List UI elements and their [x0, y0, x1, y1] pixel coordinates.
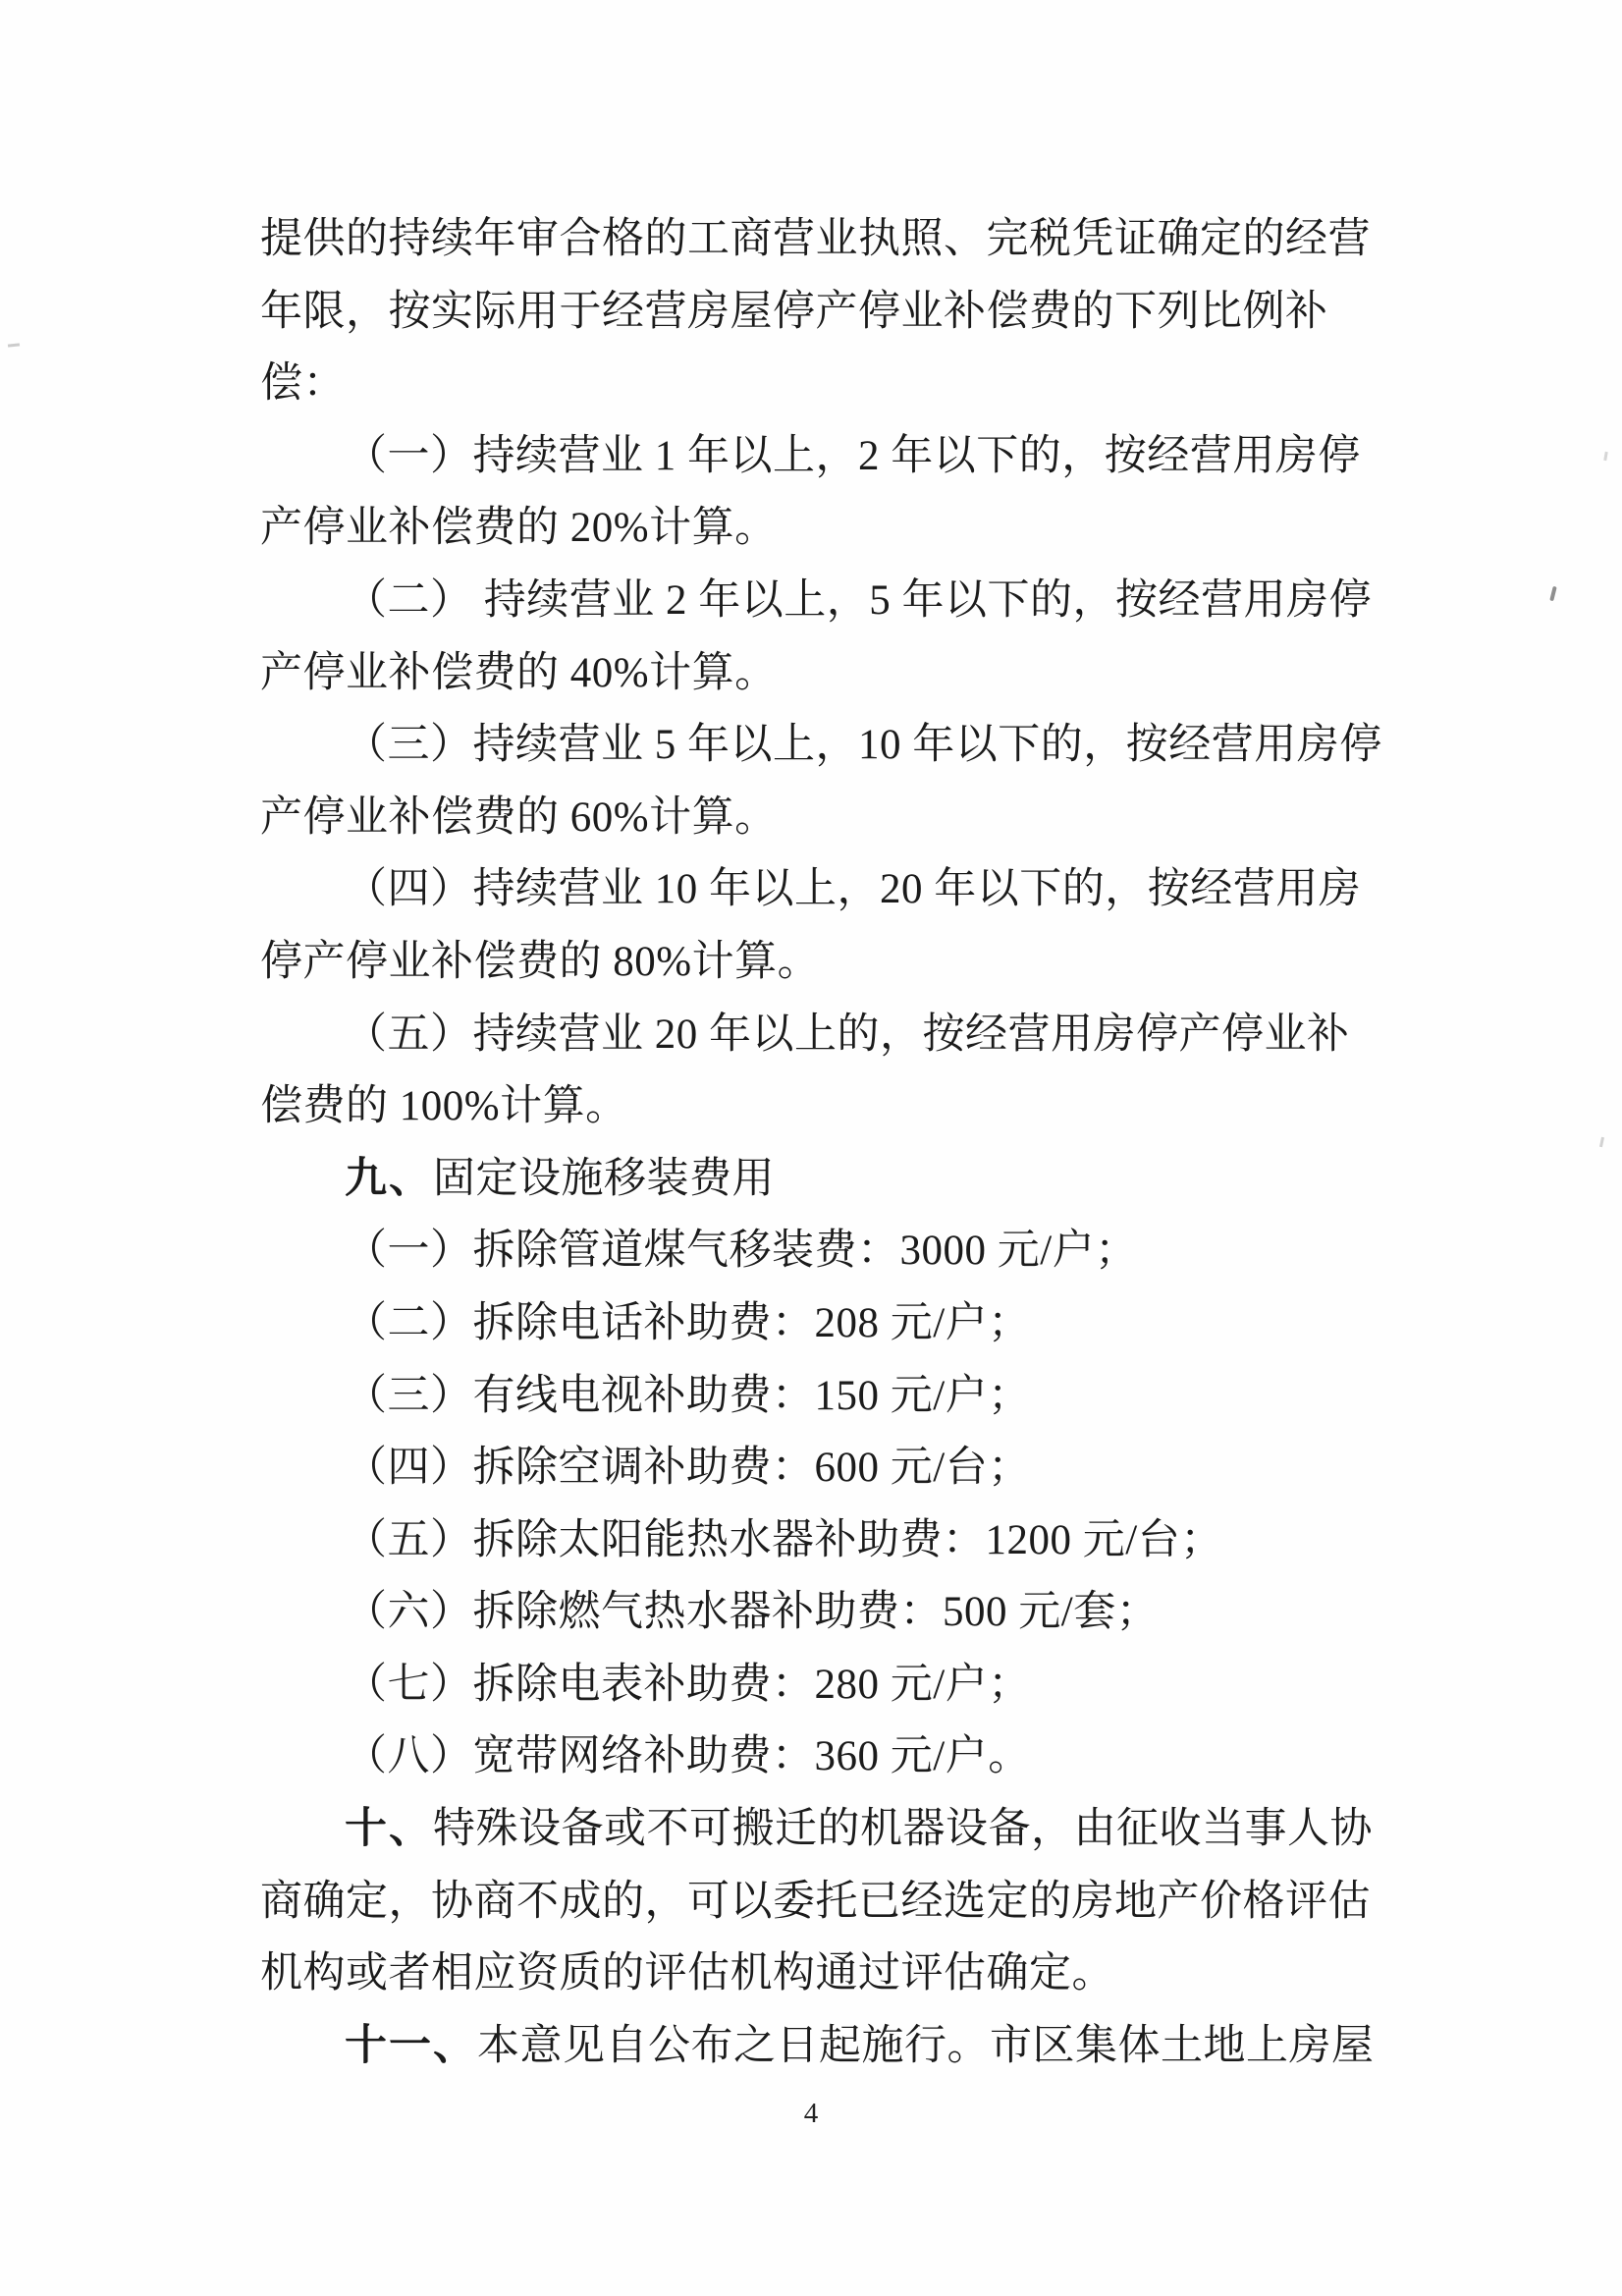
section-number: 九、 [345, 1154, 433, 1202]
text-line: （五）持续营业 20 年以上的，按经营用房停产停业补 [345, 1011, 1350, 1058]
page-number: 4 [803, 2098, 819, 2129]
text-line: （二） 持续营业 2 年以上，5 年以下的，按经营用房停 [345, 576, 1372, 624]
text-line: 产停业补偿费的 40%计算。 [260, 649, 778, 696]
text-line: 商确定，协商不成的，可以委托已经选定的房地产价格评估 [260, 1878, 1371, 1925]
text-line: （七）拆除电表补助费：280 元/户； [345, 1661, 1031, 1708]
text-line: （二）拆除电话补助费：208 元/户； [345, 1299, 1031, 1346]
text-line: （八）宽带网络补助费：360 元/户。 [345, 1733, 1031, 1780]
scan-artifact [1603, 452, 1608, 461]
text-line: 产停业补偿费的 20%计算。 [260, 505, 778, 552]
text-line: （三）有线电视补助费：150 元/户； [345, 1372, 1031, 1419]
text-line: （一）拆除管道煤气移装费：3000 元/户； [345, 1228, 1138, 1275]
text-line: （三）持续营业 5 年以上，10 年以下的，按经营用房停 [345, 722, 1382, 769]
section-number: 十一、 [345, 2021, 477, 2069]
scan-artifact [1549, 586, 1557, 602]
text-line: 机构或者相应资质的评估机构通过评估确定。 [260, 1950, 1114, 1997]
text-line: 年限，按实际用于经营房屋停产停业补偿费的下列比例补 [260, 288, 1328, 335]
text-line: （六）拆除燃气热水器补助费：500 元/套； [345, 1589, 1160, 1636]
text-line: 偿费的 100%计算。 [260, 1083, 628, 1130]
text-line: 偿： [260, 360, 346, 408]
text-line: 提供的持续年审合格的工商营业执照、完税凭证确定的经营 [260, 216, 1371, 262]
scan-artifact [1599, 1137, 1604, 1147]
text-line: 九、固定设施移装费用 [345, 1154, 775, 1202]
scan-artifact [8, 343, 20, 347]
body-text [260, 203, 1382, 2082]
text-line: （一）持续营业 1 年以上，2 年以下的，按经营用房停 [345, 432, 1361, 479]
text-line: 停产停业补偿费的 80%计算。 [260, 938, 821, 985]
text-line: （五）拆除太阳能热水器补助费：1200 元/台； [345, 1516, 1223, 1563]
text-line: 十一、本意见自公布之日起施行。市区集体土地上房屋 [345, 2021, 1375, 2069]
text-line: 十、特殊设备或不可搬迁的机器设备，由征收当事人协 [345, 1805, 1373, 1853]
text-line: （四）持续营业 10 年以上，20 年以下的，按经营用房 [345, 866, 1362, 913]
text-line: （四）拆除空调补助费：600 元/台； [345, 1445, 1031, 1492]
section-number: 十、 [345, 1805, 433, 1853]
text-line: 产停业补偿费的 60%计算。 [260, 793, 778, 841]
